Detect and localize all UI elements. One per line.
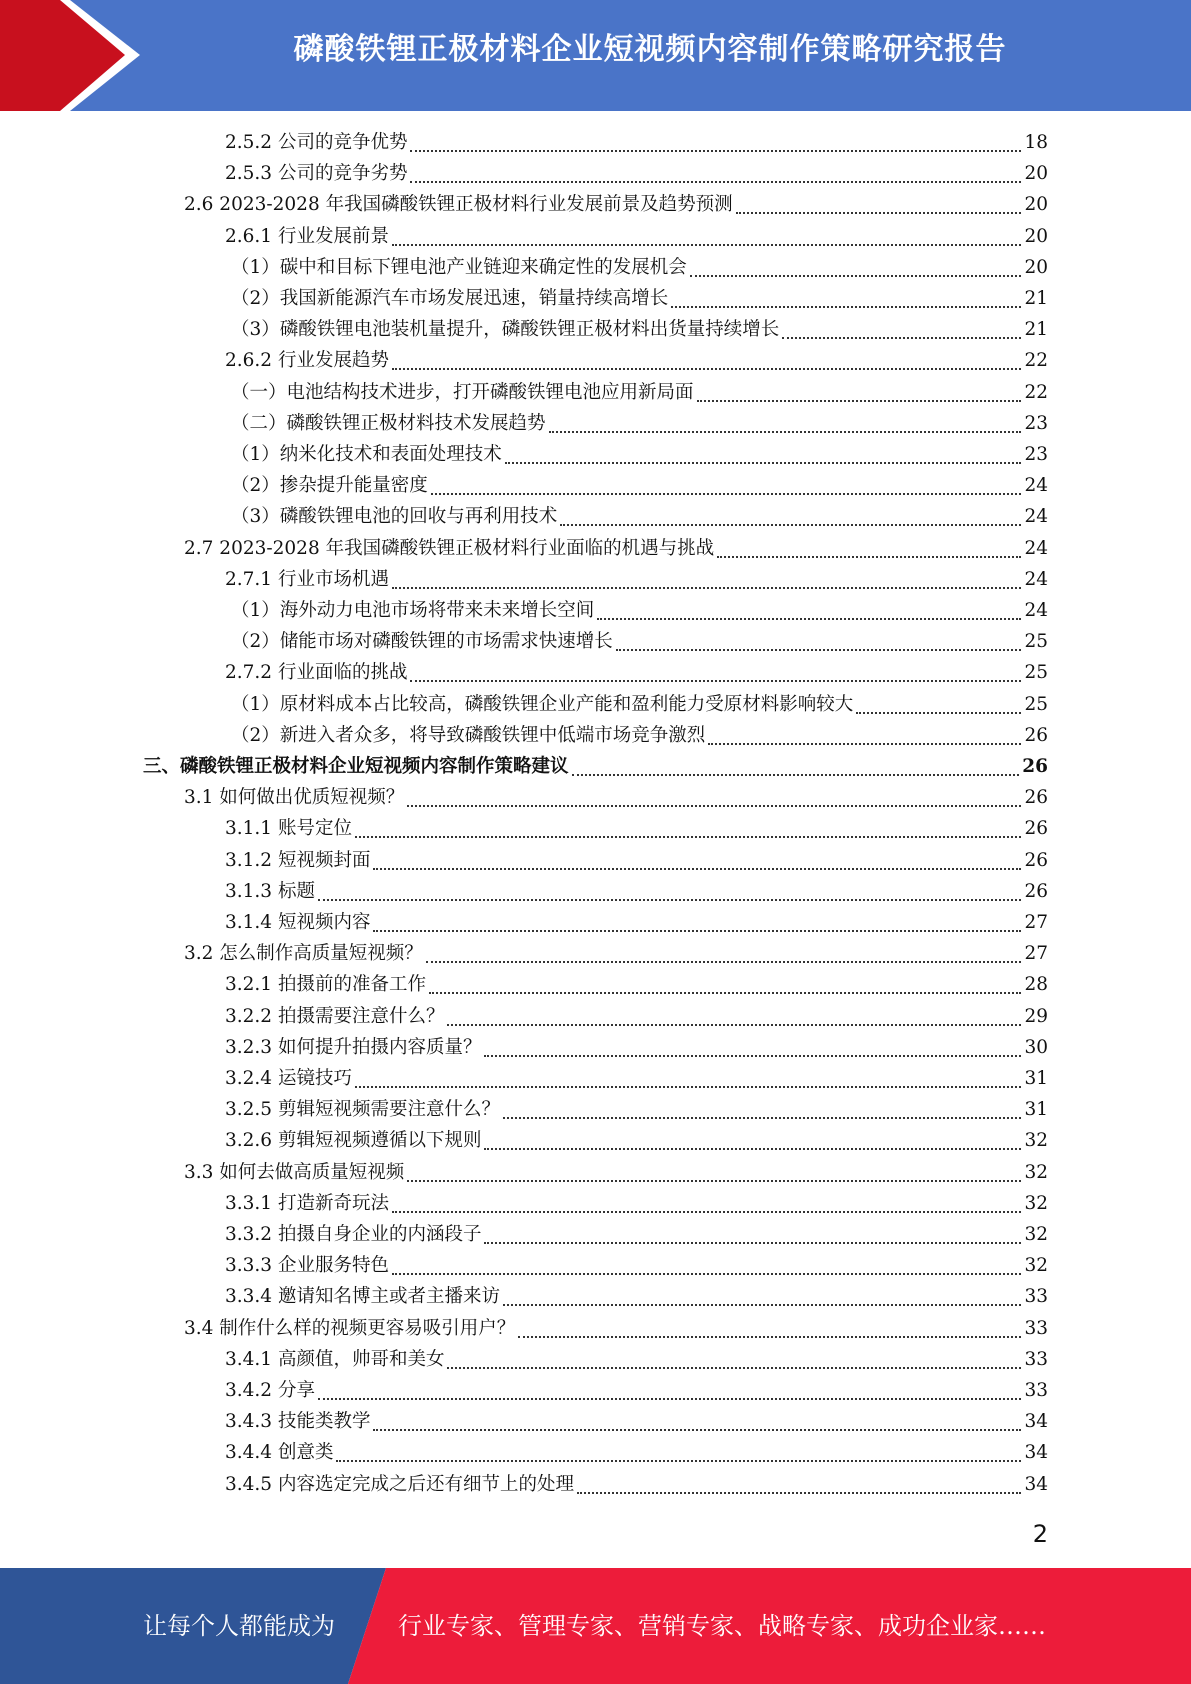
toc-dot-leader	[373, 930, 1021, 932]
toc-entry[interactable]	[225, 846, 1048, 877]
footer-slogan-left: 让每个人都能成为	[143, 1612, 335, 1640]
toc-entry[interactable]	[225, 346, 1048, 377]
toc-entry-label: （2）掺杂提升能量密度	[231, 475, 428, 497]
toc-entry-page: 26	[1022, 756, 1048, 777]
toc-entry[interactable]	[231, 440, 1048, 471]
toc-entry-label: （1）纳米化技术和表面处理技术	[231, 444, 502, 465]
toc-dot-leader	[373, 1429, 1021, 1431]
toc-entry-label: （1）原材料成本占比较高，磷酸铁锂企业产能和盈利能力受原材料影响较大	[231, 693, 854, 715]
toc-entry-page: 20	[1024, 225, 1048, 247]
toc-entry-page: 32	[1024, 1130, 1048, 1152]
toc-entry[interactable]	[184, 534, 1048, 565]
toc-entry[interactable]	[231, 502, 1048, 533]
toc-dot-leader	[505, 462, 1022, 464]
toc-entry-page: 30	[1024, 1036, 1048, 1058]
toc-entry-label: 3.3.4 邀请知名博主或者主播来访	[225, 1286, 500, 1308]
toc-dot-leader	[484, 1242, 1021, 1244]
toc-entry[interactable]	[225, 908, 1048, 939]
toc-entry-label: 3.2.5 剪辑短视频需要注意什么？	[225, 1099, 500, 1121]
toc-entry-page: 24	[1024, 568, 1048, 590]
toc-dot-leader	[577, 1492, 1021, 1494]
toc-dot-leader	[410, 680, 1021, 682]
toc-entry-label: 2.6 2023-2028 年我国磷酸铁锂正极材料行业发展前景及趋势预测	[184, 194, 733, 216]
toc-dot-leader	[597, 618, 1021, 620]
toc-entry-page: 21	[1024, 319, 1048, 341]
toc-dot-leader	[708, 743, 1021, 745]
toc-entry-label: 2.7 2023-2028 年我国磷酸铁锂正极材料行业面临的机遇与挑战	[184, 537, 715, 559]
toc-entry-label: （3）磷酸铁锂电池装机量提升，磷酸铁锂正极材料出货量持续增长	[231, 319, 780, 341]
toc-entry-page: 26	[1024, 880, 1048, 902]
toc-dot-leader	[697, 400, 1022, 402]
toc-entry-page: 34	[1024, 1442, 1048, 1464]
toc-entry[interactable]	[225, 1189, 1048, 1220]
toc-entry-label: 3.4.2 分享	[225, 1380, 315, 1401]
toc-entry-label: 3.3.2 拍摄自身企业的内涵段子	[225, 1224, 482, 1245]
toc-entry-label: 3.1.3 标题	[225, 880, 315, 902]
toc-entry[interactable]	[225, 1002, 1048, 1033]
footer-banner	[0, 1568, 1191, 1684]
toc-entry[interactable]	[184, 939, 1048, 970]
toc-entry[interactable]	[225, 1470, 1048, 1501]
toc-entry-label: （2）新进入者众多，将导致磷酸铁锂中低端市场竞争激烈	[231, 724, 706, 746]
toc-entry-label: （1）海外动力电池市场将带来未来增长空间	[231, 600, 595, 621]
toc-dot-leader	[355, 836, 1022, 838]
toc-entry[interactable]	[231, 721, 1048, 752]
toc-dot-leader	[616, 649, 1022, 651]
toc-entry-label: （2）我国新能源汽车市场发展迅速，销量持续高增长	[231, 288, 669, 309]
toc-entry-label: 2.6.1 行业发展前景	[225, 225, 389, 247]
toc-entry-label: （3）磷酸铁锂电池的回收与再利用技术	[231, 506, 558, 528]
toc-entry-label: 3.4.4 创意类	[225, 1442, 334, 1464]
toc-entry-page: 33	[1024, 1348, 1048, 1370]
toc-entry-page: 24	[1024, 537, 1048, 559]
toc-entry[interactable]	[184, 783, 1048, 814]
toc-entry-label: 3.4 制作什么样的视频更容易吸引用户？	[184, 1317, 516, 1339]
toc-dot-leader	[392, 1211, 1021, 1213]
toc-entry-page: 27	[1024, 943, 1048, 965]
toc-entry-label: （2）储能市场对磷酸铁锂的市场需求快速增长	[231, 631, 613, 653]
toc-entry-label: 3.1.1 账号定位	[225, 818, 352, 840]
toc-entry-label: 2.5.3 公司的竞争劣势	[225, 163, 408, 185]
toc-dot-leader	[392, 244, 1021, 246]
toc-dot-leader	[671, 306, 1021, 308]
toc-entry[interactable]	[231, 284, 1048, 315]
toc-entry-label: 3.3.1 打造新奇玩法	[225, 1192, 389, 1214]
toc-dot-leader	[518, 1336, 1021, 1338]
toc-dot-leader	[503, 1117, 1021, 1119]
toc-entry-page: 34	[1024, 1473, 1048, 1495]
toc-entry-page: 31	[1024, 1099, 1048, 1121]
toc-dot-leader	[503, 1304, 1021, 1306]
toc-entry[interactable]	[231, 471, 1048, 502]
toc-entry[interactable]	[225, 1033, 1048, 1064]
toc-entry-label: 三、磷酸铁锂正极材料企业短视频内容制作策略建议	[143, 756, 569, 777]
toc-entry-label: （1）碳中和目标下锂电池产业链迎来确定性的发展机会	[231, 256, 687, 278]
toc-entry[interactable]	[184, 1314, 1048, 1345]
toc-entry[interactable]	[225, 1064, 1048, 1095]
toc-entry-label: 3.3.3 企业服务特色	[225, 1255, 389, 1277]
toc-entry-label: 2.5.2 公司的竞争优势	[225, 132, 408, 153]
toc-dot-leader	[429, 992, 1021, 994]
toc-dot-leader	[355, 1086, 1022, 1088]
toc-entry[interactable]	[225, 970, 1048, 1001]
toc-entry[interactable]	[225, 1095, 1048, 1126]
toc-entry-label: 2.7.1 行业市场机遇	[225, 568, 389, 590]
toc-dot-leader	[407, 1180, 1021, 1182]
footer-slogan-right: 行业专家、管理专家、营销专家、战略专家、成功企业家……	[398, 1612, 1046, 1640]
toc-dot-leader	[572, 774, 1020, 776]
toc-entry-page: 22	[1024, 350, 1048, 372]
toc-entry-page: 31	[1024, 1068, 1048, 1089]
toc-entry[interactable]	[184, 1158, 1048, 1189]
toc-entry[interactable]	[231, 409, 1048, 440]
toc-entry[interactable]	[231, 378, 1048, 409]
toc-dot-leader	[336, 1460, 1021, 1462]
toc-entry-page: 32	[1024, 1161, 1048, 1183]
toc-dot-leader	[736, 212, 1022, 214]
toc-dot-leader	[318, 1398, 1022, 1400]
toc-dot-leader	[426, 961, 1022, 963]
toc-dot-leader	[690, 275, 1022, 277]
toc-dot-leader	[782, 337, 1021, 339]
toc-entry-page: 25	[1024, 662, 1048, 684]
toc-dot-leader	[560, 524, 1021, 526]
toc-entry-page: 23	[1024, 412, 1048, 434]
toc-entry-label: 3.3 如何去做高质量短视频	[184, 1161, 405, 1183]
toc-dot-leader	[392, 587, 1021, 589]
toc-entry-page: 33	[1024, 1317, 1048, 1339]
toc-entry[interactable]	[225, 128, 1048, 159]
toc-entry-page: 27	[1024, 912, 1048, 933]
toc-entry[interactable]	[225, 658, 1048, 689]
toc-dot-leader	[431, 493, 1022, 495]
toc-entry-label: （一）电池结构技术进步，打开磷酸铁锂电池应用新局面	[231, 381, 694, 403]
toc-entry[interactable]	[225, 1345, 1048, 1376]
toc-entry-label: 3.1.4 短视频内容	[225, 912, 371, 933]
toc-entry-label: 3.2.6 剪辑短视频遵循以下规则	[225, 1130, 482, 1152]
toc-entry[interactable]	[225, 565, 1048, 596]
toc-dot-leader	[447, 1024, 1021, 1026]
toc-entry-page: 24	[1024, 600, 1048, 621]
toc-entry-page: 24	[1024, 506, 1048, 528]
toc-entry-page: 25	[1024, 631, 1048, 653]
toc-dot-leader	[392, 1273, 1021, 1275]
toc-entry[interactable]	[225, 1251, 1048, 1282]
toc-entry-page: 20	[1024, 163, 1048, 185]
toc-dot-leader	[318, 899, 1022, 901]
toc-entry-page: 28	[1024, 974, 1048, 996]
toc-dot-leader	[484, 1055, 1021, 1057]
toc-dot-leader	[856, 712, 1021, 714]
report-title: 磷酸铁锂正极材料企业短视频内容制作策略研究报告	[293, 32, 1007, 67]
toc-entry-label: 3.2.2 拍摄需要注意什么？	[225, 1005, 445, 1027]
toc-entry-page: 26	[1024, 849, 1048, 871]
toc-entry-label: 2.6.2 行业发展趋势	[225, 350, 389, 372]
toc-dot-leader	[717, 556, 1021, 558]
toc-dot-leader	[392, 368, 1021, 370]
toc-entry-label: （二）磷酸铁锂正极材料技术发展趋势	[231, 412, 546, 434]
toc-entry-page: 25	[1024, 693, 1048, 715]
toc-entry-page: 26	[1024, 724, 1048, 746]
toc-dot-leader	[410, 181, 1021, 183]
toc-entry[interactable]	[225, 877, 1048, 908]
toc-entry[interactable]	[225, 1126, 1048, 1157]
report-header	[0, 0, 1191, 111]
toc-entry-page: 33	[1024, 1380, 1048, 1401]
toc-entry-page: 20	[1024, 194, 1048, 216]
toc-entry[interactable]	[225, 222, 1048, 253]
toc-entry[interactable]	[225, 1376, 1048, 1407]
toc-entry-label: 3.1.2 短视频封面	[225, 849, 371, 871]
toc-entry-label: 3.1 如何做出优质短视频？	[184, 787, 405, 809]
toc-dot-leader	[407, 805, 1021, 807]
toc-entry[interactable]	[184, 190, 1048, 221]
toc-entry-label: 2.7.2 行业面临的挑战	[225, 662, 408, 684]
toc-entry-page: 32	[1024, 1224, 1048, 1245]
toc-entry-label: 3.2.1 拍摄前的准备工作	[225, 974, 426, 996]
toc-entry-page: 33	[1024, 1286, 1048, 1308]
toc-entry[interactable]	[225, 814, 1048, 845]
toc-entry-page: 20	[1024, 256, 1048, 278]
page-number: 2	[1032, 1520, 1048, 1548]
toc-dot-leader	[484, 1148, 1021, 1150]
toc-dot-leader	[373, 868, 1021, 870]
toc-entry-label: 3.2 怎么制作高质量短视频？	[184, 943, 423, 965]
toc-entry-page: 23	[1024, 444, 1048, 465]
toc-entry-page: 32	[1024, 1192, 1048, 1214]
toc-entry[interactable]	[231, 596, 1048, 627]
toc-entry[interactable]	[231, 315, 1048, 346]
toc-entry[interactable]	[143, 752, 1048, 783]
toc-entry-page: 26	[1024, 787, 1048, 809]
toc-entry[interactable]	[231, 690, 1048, 721]
toc-entry-label: 3.4.1 高颜值，帅哥和美女	[225, 1348, 445, 1370]
toc-dot-leader	[447, 1367, 1021, 1369]
toc-entry-page: 22	[1024, 381, 1048, 403]
toc-entry-page: 26	[1024, 818, 1048, 840]
toc-entry[interactable]	[225, 1220, 1048, 1251]
toc-entry[interactable]	[225, 159, 1048, 190]
toc-entry[interactable]	[231, 253, 1048, 284]
toc-entry[interactable]	[231, 627, 1048, 658]
toc-entry[interactable]	[225, 1438, 1048, 1469]
toc-dot-leader	[410, 150, 1021, 152]
toc-entry-label: 3.4.5 内容选定完成之后还有细节上的处理	[225, 1473, 574, 1495]
toc-entry-page: 32	[1024, 1255, 1048, 1277]
toc-entry-page: 24	[1024, 475, 1048, 497]
toc-dot-leader	[549, 431, 1022, 433]
toc-entry-page: 34	[1024, 1411, 1048, 1433]
toc-entry-label: 3.2.3 如何提升拍摄内容质量？	[225, 1036, 482, 1058]
toc-entry-label: 3.4.3 技能类教学	[225, 1411, 371, 1433]
toc-entry-page: 29	[1024, 1005, 1048, 1027]
toc-entry-page: 18	[1024, 132, 1048, 153]
toc-entry[interactable]	[225, 1282, 1048, 1313]
toc-entry[interactable]	[225, 1407, 1048, 1438]
toc-entry-page: 21	[1024, 288, 1048, 309]
toc-entry-label: 3.2.4 运镜技巧	[225, 1068, 352, 1089]
